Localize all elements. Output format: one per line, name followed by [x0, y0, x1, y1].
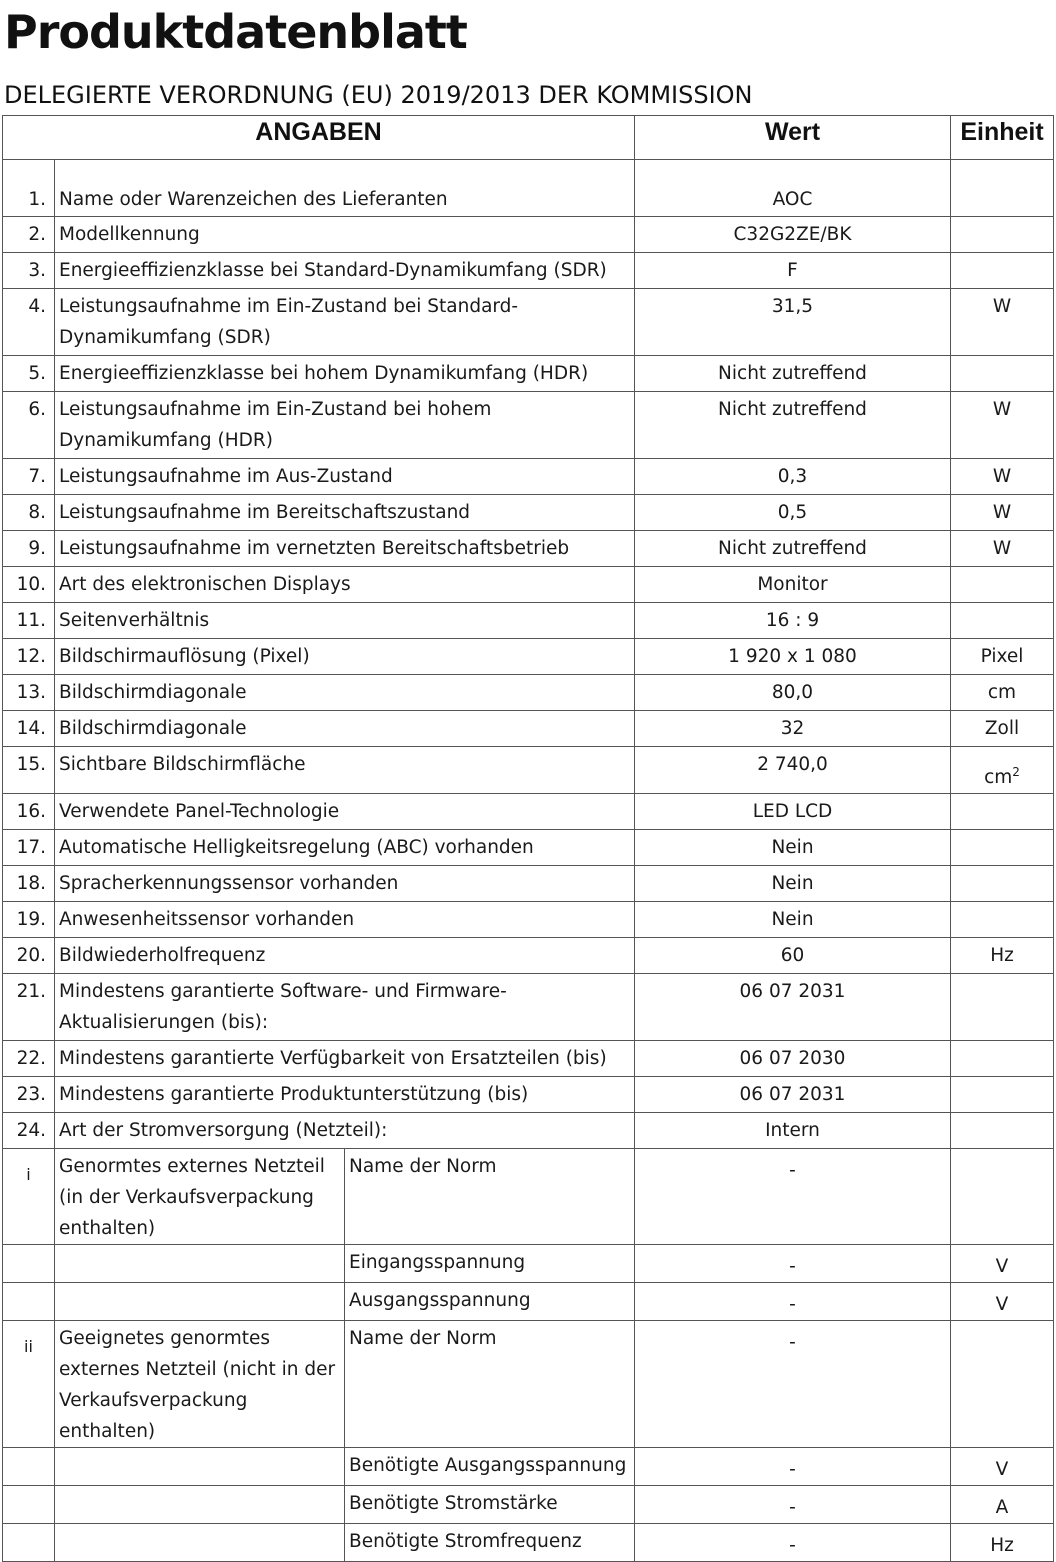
power-supply-row: [3, 1245, 1054, 1283]
row-unit: [951, 217, 1054, 253]
sub-label: Name der Norm: [345, 1149, 635, 1245]
row-number: 13.: [3, 675, 55, 711]
row-unit: W: [951, 531, 1054, 567]
table-row: [3, 747, 1054, 794]
sub-value: -: [635, 1245, 951, 1283]
row-value: 2 740,0: [635, 747, 951, 794]
table-row: [3, 289, 1054, 356]
empty-cell: [3, 1245, 55, 1283]
empty-cell: [55, 1486, 345, 1524]
unit-base: cm: [984, 767, 1013, 789]
table-row: [3, 675, 1054, 711]
row-unit: Zoll: [951, 711, 1054, 747]
row-value: 32: [635, 711, 951, 747]
row-number: 12.: [3, 639, 55, 675]
sub-value: -: [635, 1486, 951, 1524]
row-label: Mindestens garantierte Verfügbarkeit von Ersatzteilen (bis): [55, 1041, 635, 1077]
table-row: [3, 603, 1054, 639]
row-value: Nein: [635, 866, 951, 902]
row-unit: Pixel: [951, 639, 1054, 675]
sub-unit: Hz: [951, 1524, 1054, 1562]
sub-unit: [951, 1149, 1054, 1245]
row-label: Energieeffizienzklasse bei hohem Dynamikumfang (HDR): [55, 356, 635, 392]
row-label: Modellkennung: [55, 217, 635, 253]
section-roman-number: ii: [3, 1321, 55, 1448]
row-value: 80,0: [635, 675, 951, 711]
table-row: [3, 1041, 1054, 1077]
row-value: LED LCD: [635, 794, 951, 830]
sub-label: Name der Norm: [345, 1321, 635, 1448]
table-row: [3, 830, 1054, 866]
row-value: 1 920 x 1 080: [635, 639, 951, 675]
empty-cell: [55, 1448, 345, 1486]
row-number: 4.: [3, 289, 55, 356]
power-supply-row: [3, 1524, 1054, 1562]
row-number: 11.: [3, 603, 55, 639]
sub-value: -: [635, 1448, 951, 1486]
regulation-subtitle: DELEGIERTE VERORDNUNG (EU) 2019/2013 DER KOMMISSION: [4, 81, 753, 109]
sub-unit: V: [951, 1283, 1054, 1321]
table-row: [3, 866, 1054, 902]
header-angaben: ANGABEN: [3, 116, 635, 160]
row-unit: [951, 1113, 1054, 1149]
row-number: 9.: [3, 531, 55, 567]
sub-unit: [951, 1321, 1054, 1448]
row-label: Leistungsaufnahme im Ein-Zustand bei hohem Dynamikumfang (HDR): [55, 392, 635, 459]
row-value: Nein: [635, 902, 951, 938]
row-label: Bildschirmauflösung (Pixel): [55, 639, 635, 675]
row-label: Bildschirmdiagonale: [55, 711, 635, 747]
table-row: [3, 567, 1054, 603]
row-number: 10.: [3, 567, 55, 603]
row-value: 16 : 9: [635, 603, 951, 639]
table-row: [3, 639, 1054, 675]
row-unit: [951, 356, 1054, 392]
section-label: Genormtes externes Netzteil (in der Verkaufsverpackung enthalten): [55, 1149, 345, 1245]
sub-label: Eingangsspannung: [345, 1245, 635, 1283]
row-number: 23.: [3, 1077, 55, 1113]
row-number: 21.: [3, 974, 55, 1041]
table-row: [3, 459, 1054, 495]
row-unit: W: [951, 495, 1054, 531]
power-supply-row: [3, 1448, 1054, 1486]
row-value: 0,5: [635, 495, 951, 531]
row-label: Sichtbare Bildschirmfläche: [55, 747, 635, 794]
sub-unit: A: [951, 1486, 1054, 1524]
row-label: Verwendete Panel-Technologie: [55, 794, 635, 830]
power-supply-row: [3, 1486, 1054, 1524]
row-number: 1.: [3, 160, 55, 217]
row-unit: [951, 747, 1054, 794]
row-unit: [951, 160, 1054, 217]
table-row: [3, 217, 1054, 253]
row-unit: cm: [951, 675, 1054, 711]
table-row: [3, 160, 1054, 217]
row-number: 19.: [3, 902, 55, 938]
row-unit: [951, 253, 1054, 289]
row-value: Intern: [635, 1113, 951, 1149]
row-value: C32G2ZE/BK: [635, 217, 951, 253]
row-value: 60: [635, 938, 951, 974]
sub-value: -: [635, 1283, 951, 1321]
section-roman-number: i: [3, 1149, 55, 1245]
sub-value: -: [635, 1321, 951, 1448]
row-unit: W: [951, 459, 1054, 495]
header-wert: Wert: [635, 116, 951, 160]
row-number: 24.: [3, 1113, 55, 1149]
row-number: 3.: [3, 253, 55, 289]
row-number: 14.: [3, 711, 55, 747]
row-unit: [951, 567, 1054, 603]
row-value: 06 07 2031: [635, 1077, 951, 1113]
product-data-table: [2, 115, 1054, 1562]
unit-superscript: 2: [1012, 765, 1020, 779]
empty-cell: [55, 1283, 345, 1321]
row-label: Mindestens garantierte Produktunterstützung (bis): [55, 1077, 635, 1113]
row-value: AOC: [635, 160, 951, 217]
row-unit: W: [951, 289, 1054, 356]
power-supply-row: [3, 1149, 1054, 1245]
empty-cell: [55, 1245, 345, 1283]
empty-cell: [3, 1524, 55, 1562]
row-label: Leistungsaufnahme im Bereitschaftszustand: [55, 495, 635, 531]
row-label: Leistungsaufnahme im Aus-Zustand: [55, 459, 635, 495]
table-row: [3, 1077, 1054, 1113]
table-row: [3, 1113, 1054, 1149]
empty-cell: [3, 1283, 55, 1321]
row-value: Nicht zutreffend: [635, 392, 951, 459]
row-unit: [951, 794, 1054, 830]
row-label: Art des elektronischen Displays: [55, 567, 635, 603]
row-value: Nicht zutreffend: [635, 531, 951, 567]
row-label: Seitenverhältnis: [55, 603, 635, 639]
table-row: [3, 794, 1054, 830]
row-label: Art der Stromversorgung (Netzteil):: [55, 1113, 635, 1149]
row-label: Spracherkennungssensor vorhanden: [55, 866, 635, 902]
row-value: Nicht zutreffend: [635, 356, 951, 392]
row-label: Bildwiederholfrequenz: [55, 938, 635, 974]
row-number: 6.: [3, 392, 55, 459]
table-row: [3, 253, 1054, 289]
table-row: [3, 531, 1054, 567]
empty-cell: [3, 1486, 55, 1524]
row-unit: [951, 1041, 1054, 1077]
table-row: [3, 902, 1054, 938]
row-label: Bildschirmdiagonale: [55, 675, 635, 711]
sub-label: Benötigte Stromfrequenz: [345, 1524, 635, 1562]
header-einheit: Einheit: [951, 116, 1054, 160]
row-number: 22.: [3, 1041, 55, 1077]
row-number: 7.: [3, 459, 55, 495]
row-label: Leistungsaufnahme im vernetzten Bereitschaftsbetrieb: [55, 531, 635, 567]
row-number: 5.: [3, 356, 55, 392]
row-value: 06 07 2030: [635, 1041, 951, 1077]
row-value: 0,3: [635, 459, 951, 495]
row-unit: W: [951, 392, 1054, 459]
row-number: 16.: [3, 794, 55, 830]
row-number: 18.: [3, 866, 55, 902]
row-unit: [951, 902, 1054, 938]
table-row: [3, 495, 1054, 531]
row-number: 20.: [3, 938, 55, 974]
sub-unit: V: [951, 1448, 1054, 1486]
table-row: [3, 974, 1054, 1041]
row-unit: [951, 974, 1054, 1041]
sub-value: -: [635, 1149, 951, 1245]
sub-label: Benötigte Stromstärke: [345, 1486, 635, 1524]
row-label: Automatische Helligkeitsregelung (ABC) vorhanden: [55, 830, 635, 866]
table-row: [3, 356, 1054, 392]
sub-value: -: [635, 1524, 951, 1562]
row-label: Mindestens garantierte Software- und Firmware-Aktualisierungen (bis):: [55, 974, 635, 1041]
empty-cell: [3, 1448, 55, 1486]
sub-unit: V: [951, 1245, 1054, 1283]
sub-label: Ausgangsspannung: [345, 1283, 635, 1321]
table-row: [3, 392, 1054, 459]
row-number: 17.: [3, 830, 55, 866]
row-value: 06 07 2031: [635, 974, 951, 1041]
table-row: [3, 938, 1054, 974]
row-value: Nein: [635, 830, 951, 866]
table-header-row: [3, 116, 1054, 160]
power-supply-row: [3, 1321, 1054, 1448]
power-supply-row: [3, 1283, 1054, 1321]
row-number: 2.: [3, 217, 55, 253]
row-label: Anwesenheitssensor vorhanden: [55, 902, 635, 938]
section-label: Geeignetes genormtes externes Netzteil (nicht in der Verkaufsverpackung enthalten): [55, 1321, 345, 1448]
row-unit: Hz: [951, 938, 1054, 974]
row-label: Energieeffizienzklasse bei Standard-Dynamikumfang (SDR): [55, 253, 635, 289]
row-unit: [951, 603, 1054, 639]
sub-label: Benötigte Ausgangsspannung: [345, 1448, 635, 1486]
row-label: Leistungsaufnahme im Ein-Zustand bei Standard-Dynamikumfang (SDR): [55, 289, 635, 356]
page-title: Produktdatenblatt: [4, 5, 467, 59]
row-number: 15.: [3, 747, 55, 794]
table-row: [3, 711, 1054, 747]
row-number: 8.: [3, 495, 55, 531]
row-unit: [951, 1077, 1054, 1113]
row-value: 31,5: [635, 289, 951, 356]
row-value: Monitor: [635, 567, 951, 603]
row-value: F: [635, 253, 951, 289]
row-unit: [951, 830, 1054, 866]
row-label: Name oder Warenzeichen des Lieferanten: [55, 160, 635, 217]
empty-cell: [55, 1524, 345, 1562]
row-unit: [951, 866, 1054, 902]
